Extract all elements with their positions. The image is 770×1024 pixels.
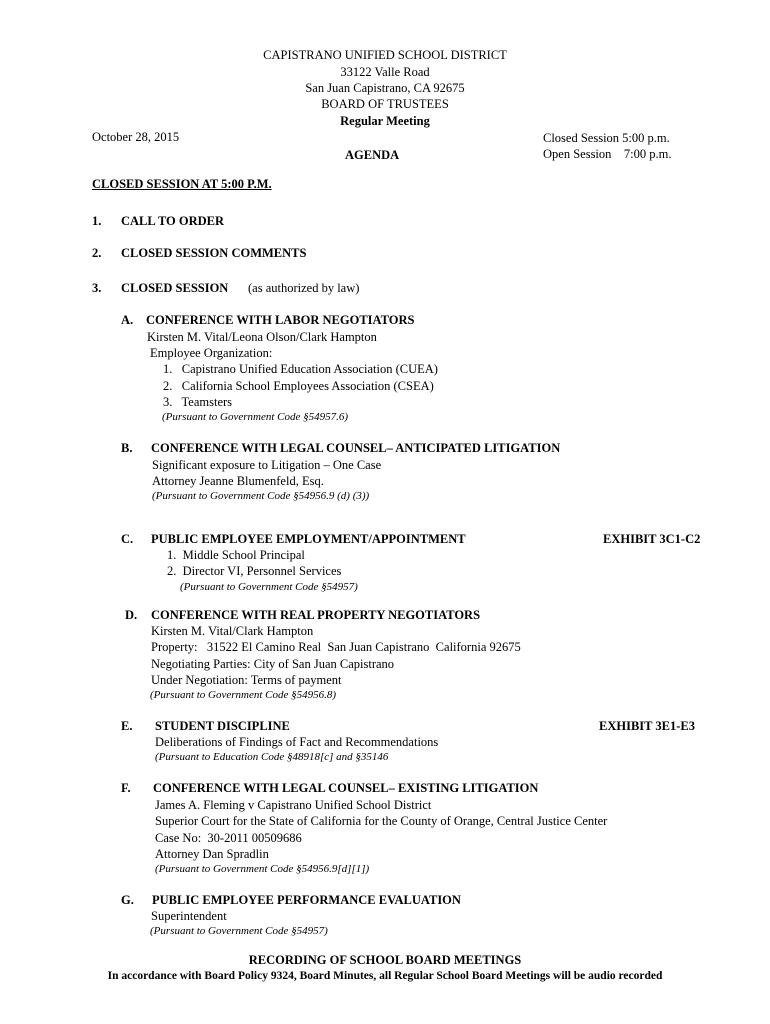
subitem-title: PUBLIC EMPLOYEE EMPLOYMENT/APPOINTMENT	[151, 532, 466, 546]
meeting-type: Regular Meeting	[340, 114, 430, 128]
item-number: 1.	[92, 214, 102, 228]
subitem-letter: B.	[121, 441, 133, 455]
closed-session-time: Closed Session 5:00 p.m.	[543, 131, 670, 145]
list-item: 1. Capistrano Unified Education Association (CUEA)	[163, 362, 438, 376]
subitem-line: Under Negotiation: Terms of payment	[151, 673, 342, 687]
item-title: CLOSED SESSION	[121, 281, 229, 295]
citation: (Pursuant to Education Code §48918[c] and §35146	[155, 751, 389, 763]
citation: (Pursuant to Government Code §54956.9 (d) (3))	[152, 490, 370, 502]
subitem-title: CONFERENCE WITH LEGAL COUNSEL– ANTICIPATED LITIGATION	[151, 441, 561, 455]
subitem-letter: C.	[121, 532, 134, 546]
subitem-line: Case No: 30-2011 00509686	[155, 831, 302, 845]
subitem-line: Kirsten M. Vital/Clark Hampton	[151, 624, 314, 638]
exhibit-label: EXHIBIT 3E1-E3	[599, 719, 695, 733]
board-name: BOARD OF TRUSTEES	[321, 97, 449, 111]
subitem-title: CONFERENCE WITH LEGAL COUNSEL– EXISTING LITIGATION	[153, 781, 539, 795]
subitem-letter: A.	[121, 313, 134, 327]
subitem-line: Kirsten M. Vital/Leona Olson/Clark Hampton	[147, 330, 377, 344]
address-line-2: San Juan Capistrano, CA 92675	[305, 81, 465, 95]
address-line-1: 33122 Valle Road	[340, 65, 430, 79]
item-number: 2.	[92, 246, 102, 260]
item-number: 3.	[92, 281, 102, 295]
subitem-line: James A. Fleming v Capistrano Unified School District	[155, 798, 432, 812]
list-item: 1. Middle School Principal	[167, 548, 305, 562]
footer-text: In accordance with Board Policy 9324, Board Minutes, all Regular School Board Meetings will be audio recorded	[107, 970, 663, 982]
agenda-title: AGENDA	[345, 148, 400, 162]
subitem-line: Superintendent	[151, 909, 227, 923]
subitem-line: Significant exposure to Litigation – One Case	[152, 458, 382, 472]
citation: (Pursuant to Government Code §54957.6)	[162, 411, 349, 423]
subitem-line: Attorney Dan Spradlin	[155, 847, 269, 861]
subitem-line: Employee Organization:	[150, 346, 273, 360]
list-item: 2. Director VI, Personnel Services	[167, 564, 342, 578]
subitem-letter: E.	[121, 719, 133, 733]
subitem-title: CONFERENCE WITH LABOR NEGOTIATORS	[146, 313, 415, 327]
footer-title: RECORDING OF SCHOOL BOARD MEETINGS	[248, 953, 522, 967]
subitem-title: PUBLIC EMPLOYEE PERFORMANCE EVALUATION	[152, 893, 461, 907]
org-name: CAPISTRANO UNIFIED SCHOOL DISTRICT	[263, 48, 507, 62]
subitem-line: Superior Court for the State of California for the County of Orange, Central Justice Center	[155, 814, 608, 828]
list-item: 2. California School Employees Association (CSEA)	[163, 379, 434, 393]
subitem-title: STUDENT DISCIPLINE	[155, 719, 290, 733]
citation: (Pursuant to Government Code §54957)	[180, 581, 358, 593]
meeting-date: October 28, 2015	[92, 130, 180, 144]
citation: (Pursuant to Government Code §54957)	[150, 925, 328, 937]
subitem-line: Attorney Jeanne Blumenfeld, Esq.	[152, 474, 324, 488]
item-title: CLOSED SESSION COMMENTS	[121, 246, 307, 260]
subitem-letter: D.	[125, 608, 138, 622]
citation: (Pursuant to Government Code §54956.9[d][1])	[155, 863, 370, 875]
list-item: 3. Teamsters	[163, 395, 233, 409]
item-title: CALL TO ORDER	[121, 214, 225, 228]
subitem-line: Deliberations of Findings of Fact and Recommendations	[155, 735, 439, 749]
subitem-title: CONFERENCE WITH REAL PROPERTY NEGOTIATORS	[151, 608, 481, 622]
subitem-letter: F.	[121, 781, 131, 795]
subitem-line: Negotiating Parties: City of San Juan Capistrano	[151, 657, 395, 671]
subitem-letter: G.	[121, 893, 134, 907]
citation: (Pursuant to Government Code §54956.8)	[150, 689, 337, 701]
exhibit-label: EXHIBIT 3C1-C2	[603, 532, 701, 546]
item-note: (as authorized by law)	[248, 281, 360, 295]
subitem-line: Property: 31522 El Camino Real San Juan Capistrano California 92675	[151, 640, 521, 654]
closed-session-heading: CLOSED SESSION AT 5:00 P.M.	[92, 177, 272, 191]
open-session-time: Open Session 7:00 p.m.	[543, 147, 672, 161]
